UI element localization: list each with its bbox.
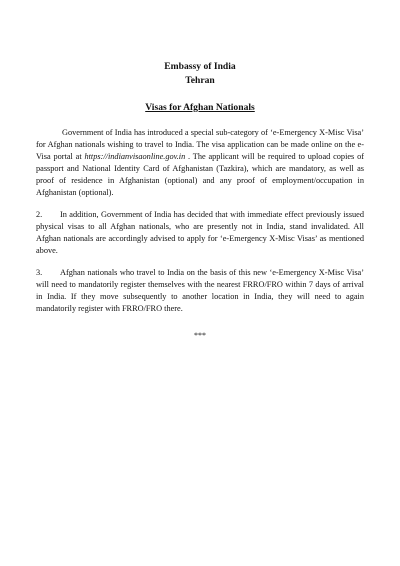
paragraph-2 (36, 209, 364, 257)
paragraph-3 (36, 267, 364, 315)
paragraph-2-text: In addition, Government of India has decided that with immediate effect previously issued physical visas to all Afghan nationals, who are presently not in India, stand invalidated. All Afghan nationals are accordingly advised to apply for ‘e-Emergency X-Misc Visas’ as mentioned above. (36, 210, 364, 255)
document-body (36, 127, 364, 315)
end-mark: *** (194, 331, 206, 340)
paragraph-3-number: 3. (36, 268, 43, 277)
embassy-city: Tehran (185, 75, 215, 86)
paragraph-1-text-a: Government of India has introduced a special sub-category of ‘e-Emergency X-Misc Visa’ for Afghan nationals wishing to travel to India. The visa application can be made online on the e-Visa portal at (36, 128, 364, 161)
evisa-portal-link[interactable]: https://indianvisaonline.gov.in (84, 152, 186, 161)
embassy-name: Embassy of India (164, 61, 236, 72)
subject-text: Visas for Afghan Nationals (145, 102, 255, 113)
paragraph-1 (36, 127, 364, 199)
subject-heading (36, 102, 364, 113)
paragraph-3-text: Afghan nationals who travel to India on the basis of this new ‘e-Emergency X-Misc Visa’ will need to mandatorily register themselves with the nearest FRRO/FRO within 7 days of arrival in India. If they move subsequently to another location in India, they will need to again mandatorily register with FRRO/FRO there. (36, 268, 364, 313)
letterhead (36, 60, 364, 88)
paragraph-2-number: 2. (36, 210, 43, 219)
paragraph-1-text-b: . The applicant will be required to upload copies of passport and National Identity Card of Afghanistan (Tazkira), which are mandatory, as well as proof of residence in Afghanistan (optional) and any proof of employment/occupation in Afghanistan (optional). (36, 152, 364, 197)
